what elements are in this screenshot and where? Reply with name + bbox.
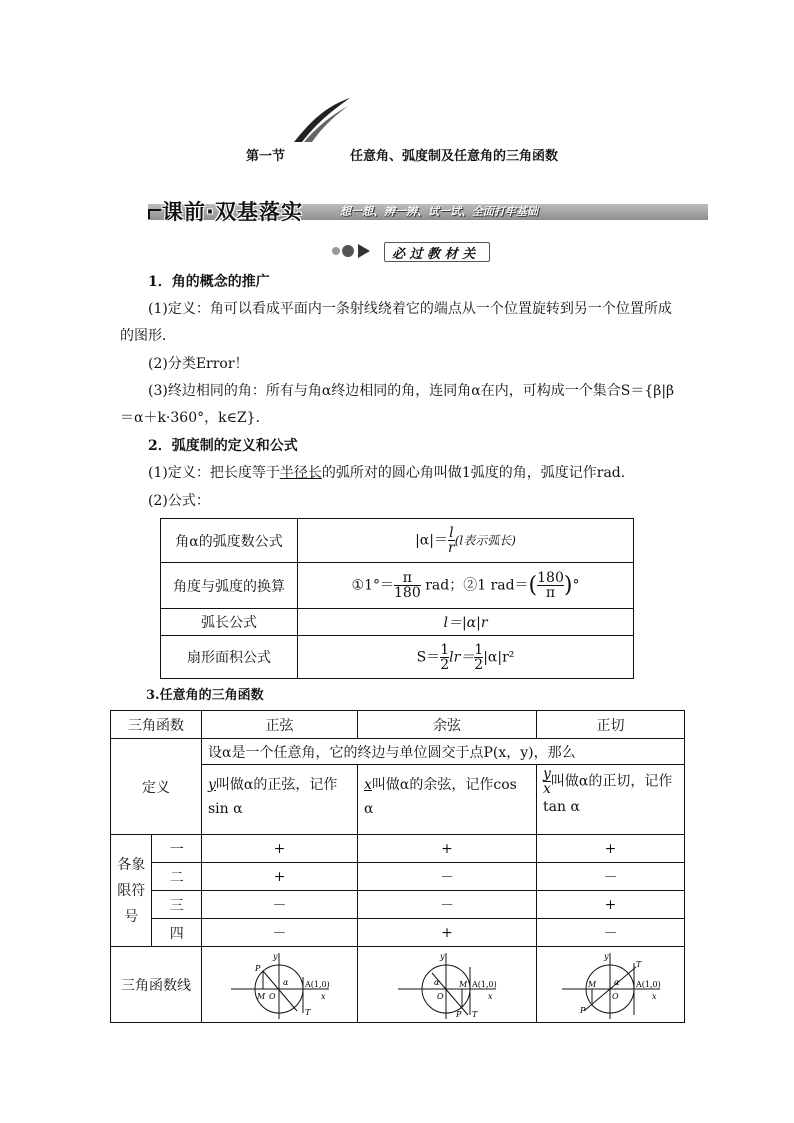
diagram-label: M [459,979,468,989]
table-cell: 设α是一个任意角，它的终边与单位圆交于点P(x，y)，那么 [202,739,685,765]
diagram-label: P [456,1009,462,1019]
table-header-cell: 正弦 [202,711,358,739]
diagram-label: M [256,991,265,1001]
table-cell: 一 [152,835,202,863]
sine-line-diagram [225,949,335,1021]
banner-title: 课前·双基落实 [162,200,303,224]
table-row [111,863,685,891]
table-cell: 二 [152,863,202,891]
table-cell: S＝ $\frac{1}{2}$ lr＝ $\frac{1}{2}$ |α|r² [298,636,634,679]
diagram-label: x [320,991,326,1001]
s1-classification: (2)分类Error！ [148,356,249,372]
table-cell: |α|＝ $\frac{l}{r}$ (l表示弧长) [298,519,634,563]
table-row [111,947,685,1023]
s2-formula-label: (2)公式： [148,493,210,509]
table-cell: 各象 限符 号 [111,835,152,947]
diagram-label: T [635,959,641,969]
diagram-label: x [488,991,493,1001]
diagram-label: O [437,991,444,1001]
diagram-label: α [434,977,440,987]
table-cell [202,947,358,1023]
table-row [111,711,685,739]
table-header-cell: 正切 [537,711,685,739]
diagram-label: T [304,1007,310,1017]
diagram-label: P [254,963,260,973]
diagram-label: x [651,991,657,1001]
diagram-label: A(1,0) [635,979,661,989]
table-cell: 扇形面积公式 [161,636,298,679]
s2-definition: (1)定义：把长度等于半径长的弧所对的圆心角叫做1弧度的角，弧度记作rad. [148,465,626,481]
table-row [111,739,685,765]
diagram-label: y [272,951,278,961]
table-row [161,563,634,609]
table-cell: l＝|α|r [298,609,634,636]
s1-coterminal-line1: (3)终边相同的角：所有与角α终边相同的角，连同角α在内，可构成一个集合S＝{β|β [148,383,675,399]
table-cell: － [537,863,685,891]
header-swoosh-decoration [292,96,352,144]
s1-heading: 1．角的概念的推广 [148,274,270,290]
table-cell: 角度与弧度的换算 [161,563,298,609]
table-cell: y叫做α的正弦，记作 sin α [202,765,358,835]
diagram-label: A(1,0) [304,979,330,989]
page-title: 任意角、弧度制及任意角的三角函数 [350,149,559,164]
table-header-cell: 三角函数 [111,711,202,739]
s2-definition-underlined: 半径长 [279,465,322,481]
table-cell: 定义 [111,739,202,835]
diagram-label: O [268,991,276,1001]
table-cell: － [202,891,358,919]
table-cell [537,947,685,1023]
diagram-label: P [579,1005,585,1015]
diagram-label: M [587,979,596,989]
table-cell: － [358,891,537,919]
table-cell: + [202,863,358,891]
section-tag: 必 过 教 材 关 [392,247,476,262]
table-cell: 四 [152,919,202,947]
table-cell: － [537,919,685,947]
bullet-dots-icon [330,242,380,260]
table-cell: + [537,891,685,919]
banner-corner-icon [148,206,162,220]
table-row [111,919,685,947]
trig-function-table [110,710,685,1023]
diagram-label: O [611,991,619,1001]
table-row [161,519,634,563]
table-cell: + [537,835,685,863]
banner-subtitle: 想一想、辨一辨、试一试、全面打牢基础 [340,205,538,218]
diagram-label: α [613,977,619,987]
table-cell: ①1°＝ $\frac{\pi}{180}$ rad；②1 rad＝( $\frac{180}{\pi}$ )° [298,563,634,609]
table-cell: 三角函数线 [111,947,202,1023]
s3-heading: 3.任意角的三角函数 [146,688,264,703]
diagram-label: T [472,1009,478,1019]
table-cell: $\frac{y}{x}$ 叫做α的正切，记作 tan α [537,765,685,835]
table-cell: 三 [152,891,202,919]
cosine-line-diagram [392,949,502,1021]
table-cell [358,947,537,1023]
table-cell: 角α的弧度数公式 [161,519,298,563]
tangent-line-diagram [556,949,666,1021]
diagram-label: A(1,0) [472,979,497,989]
table-header-cell: 余弦 [358,711,537,739]
s1-definition-line2: 的图形． [120,328,176,344]
s1-definition-line1: (1)定义：角可以看成平面内一条射线绕着它的端点从一个位置旋转到另一个位置所成 [148,301,672,317]
table-row [161,636,634,679]
s2-heading: 2．弧度制的定义和公式 [148,438,298,454]
s1-coterminal-line2: ＝α＋k·360°，k∈Z}． [120,410,270,426]
diagram-label: α [282,977,288,987]
table-row [111,835,685,863]
diagram-label: y [603,951,609,961]
table-cell: x叫做α的余弦，记作cos α [358,765,537,835]
table-cell: 弧长公式 [161,609,298,636]
table-row [161,609,634,636]
table-cell: + [202,835,358,863]
table-cell: － [202,919,358,947]
radian-formula-table [160,518,634,679]
table-cell: － [358,863,537,891]
diagram-label: y [440,951,445,961]
table-row [111,891,685,919]
section-number: 第一节 [246,149,286,164]
table-cell: + [358,835,537,863]
table-cell: + [358,919,537,947]
